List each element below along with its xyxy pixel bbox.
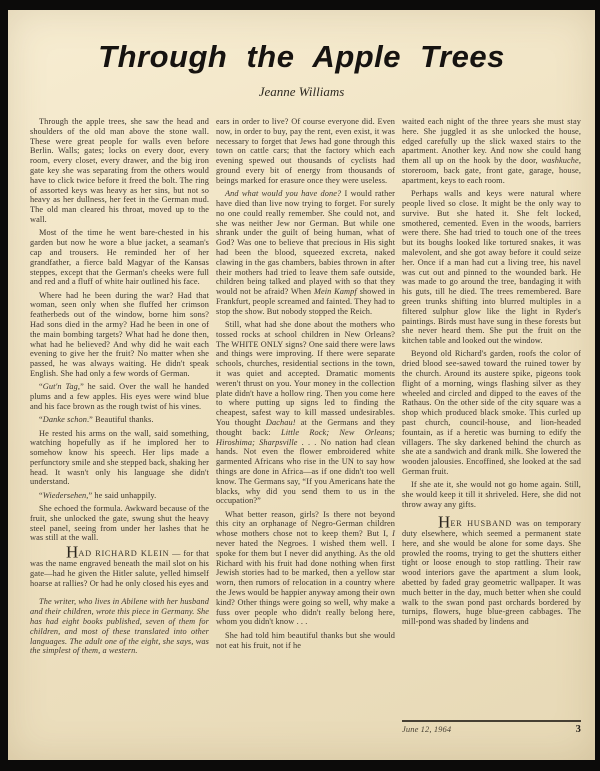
paragraph: ears in order to live? Of course everyone did. Even now, in order to buy, pay the rent, even exist, it was necessary to forget that Jews had gone through this town on cattle cars; that the factory which each evening spewed out thousands of cyclists had ground every bit of energy from thousands of beings marked for erasure once they were useless.: [216, 117, 395, 185]
paragraph: “Gut'n Tag,” he said. Over the wall he handed plums and a few apples. His eyes were wind blue and his face brown as the rough twist of his vines.: [30, 382, 210, 411]
page-footer: [402, 720, 581, 735]
paragraph: She had told him beautiful thanks but she would not eat his fruit, not if he: [216, 630, 395, 650]
paragraph: He rested his arms on the wall, said something, watching hopefully as if he implored her to somehow know his speech. Her lips made a perfunctory smile and she stepped back, shaking her head. It wasn't only his language she didn't understand.: [30, 428, 209, 487]
article-byline: Jeanne Williams: [258, 84, 345, 100]
paragraph: Perhaps walls and keys were natural where people lived so close. It might be the only way to survive. But she hated it. She felt locked, smothered, cemented. Even in the woods, barriers were there. She had tried to touch one of the trees but its boughs looked like tortured snakes, it was malevolent, and she got away before it could seize her. Once if a man had cut a living tree, his navel was cut out and pinned to the wounded bark. He was made to go around the tree, bandaging it with his guts, till he died. The trees remembered. Bare green trunks shifting into blurred multiples in a filtered sulphur glow like the light in Ryder's paintings. Birds must have sung in these forests but she never heard them. She put the fruit on the kitchen table and looked out the window.: [402, 189, 581, 346]
paragraph: She echoed the formula. Awkward because of the fruit, she unlocked the gate, swung shut the heavy steel panel, seeing from under her lashes that he was still at the wall.: [30, 504, 209, 543]
paragraph: “Danke schon.” Beautiful thanks.: [39, 415, 154, 425]
paragraph: What better reason, girls? Is there not beyond this city an orphanage of Negro-German children whose mothers chose not to keep them? But I, I never hated the Negroes. I wished them well. I spoke for them but I never did anything. As the old Richard with his fruit had done nothing when first Jewish stories had to be marked, then a yellow star worn, then rumors of relocation in a country where the Jews would be happier anyway among their own kind? Other things were going so well, why make a fuss over people who didn't really belong here, whom you didn't know . . .: [216, 509, 395, 627]
author-note: The writer, who lives in Abilene with her husband and their children, wrote this piece in Germany. She has had eight books published, seven of them for children, and most of these translated into other languages. The adult one of the eight, she says, was the simplest of them, a western.: [30, 597, 209, 656]
lead-in-caps: ER HUSBAND: [450, 519, 513, 529]
article-header: [8, 10, 595, 100]
issue-date: June 12, 1964: [402, 724, 452, 735]
paragraph: HAD RICHARD KLEIN — for that was the name engraved beneath the mail slot on his gate—had he given the Hitler salute, yelled himself hoarse at rallies? Or had he only closed his eyes and: [30, 542, 209, 588]
paragraph: HER HUSBAND was on temporary duty elsewhere, which seemed a permanent state here, and she would be alone for some days. She prowled the rooms, trying to get the shutters either tight or loose enough to stop rattling. Their raw wood interiors gave the apartment a slum look, abetted by faded gray geometric wallpaper. It was much better in the day, much better when she could walk to the swan pond past orchards bordered by turnips, flowers, huge blue-green cabbages. The mill-pond was shaded by lindens and: [402, 512, 581, 627]
paragraph: “Wiedersehen,” he said unhappily.: [39, 490, 157, 500]
page-number: 3: [575, 724, 581, 736]
paragraph: Still, what had she done about the mothers who tossed rocks at school children in New Orleans? The WHITE ONLY signs? One said there were laws and things were improving. If there were separate schools, churches, residential sections in the town, it was quiet and accepted. Dramatic moments weren't thrust on you. Your money in the collection plate didn't have a hollow ring. Then you come here to where putting up signs led to finding the cheapest, safest way to kill massed undesirables. You thought Dachau! at the Germans and they thought back: Little Rock; New Orleans; Hiroshima; Sharpsville . . . No nation had clean hands. Not even the flower embroidered white garmented Africans who rise in the UN to say how things are done in Africa—as if one didn't too well know. The Germans say, “If you Americans hate the blacks, why did you send them to us in the occupation?”: [216, 320, 395, 506]
text-column-1: [30, 117, 209, 735]
paragraph: Most of the time he went bare-chested in his garden but now he wore a blue jacket, a seaman's cap and trousers. He reminded her of her grandfather, a fierce bald Magyar of the Kansas steppes, except that the German's cheeks were full and red and a fluff of white hair outlined his face.: [30, 228, 209, 287]
article-title: Through the Apple Trees: [98, 39, 505, 74]
drop-cap-initial: H: [66, 542, 79, 562]
paragraph: Where had he been during the war? Had that woman, seen only when she fluffed her crimson featherbeds out of the window, borne him sons? Had sons died in the army? Had he been in one of the main bombing targets? What had he done then, what had he believed? And why did he wait each evening to give her the fruit? No matter when she passed, he was always waiting. He didn't speak English. She had only a few words of German.: [30, 290, 209, 379]
lead-in-caps: AD RICHARD KLEIN: [78, 549, 170, 559]
paragraph: If she ate it, she would not go home again. Still, she would keep it till it shriveled. Here, she did not throw away any gifts.: [402, 480, 581, 509]
paragraph: Beyond old Richard's garden, roofs the color of dried blood see-sawed toward the ruined tower by the church. Around its austere spike, pigeons took flight of a morning, wings flashing silver as they wheeled and circled and dipped to the eaves of the Rathaus. On the other side of the city square was a shop which produced black smoke. This curled up past church, council-house, and lion-headed fountain, as if a heretic was burning to edify the villagers. The sky darkened behind the church as she ate a sandwich and drank milk. She lowered the wooden jalousies. Encoffined, she looked at the sad German fruit.: [402, 349, 581, 476]
magazine-page: [8, 10, 595, 760]
text-column-3: [402, 117, 581, 735]
drop-cap-initial: H: [438, 512, 451, 532]
paragraph: Through the apple trees, she saw the head and shoulders of the old man above the stone wall. These were great people for walls even before Berlin. Walls; gates; locks on every door, every room, every closet, every drawer, and the big iron gate key she was separating from the others would have to click twice before it freed the bolt. The ring of assorted keys was heavy as her sins, but not so heavy as her dullness, her feet in the German mud. The old man cleared his throat, moved up to the wall.: [30, 117, 209, 225]
paragraph: waited each night of the three years she must stay here. She juggled it as she unlocked the house, edged carefully up the slick waxed stairs to the apartment. Another key. And now she could hang them all up on the hook by the door, washkuche, storeroom, back gate, front gate, garage, house, apartment, keys to each room.: [402, 117, 581, 185]
text-column-2: [216, 117, 395, 735]
article-body: [8, 100, 595, 735]
paragraph: And what would you have done? I would rather have died than live now trying to forget. For surely no one could really remember. She could not, and she was neither Jew nor German. But while one shrank under the guilt of being human, what of God? Was one to believe that precious in His sight had been the blood, squeezed excreta, naked clawing in the gas chambers, babies thrown in after their mothers had tried to leave them safe outside, children being talked and played with so that they would not be afraid? When Mein Kampf showed in Frankfurt, people screamed and fainted. They had to stop the show. But nobody stopped the Reich.: [216, 189, 396, 316]
